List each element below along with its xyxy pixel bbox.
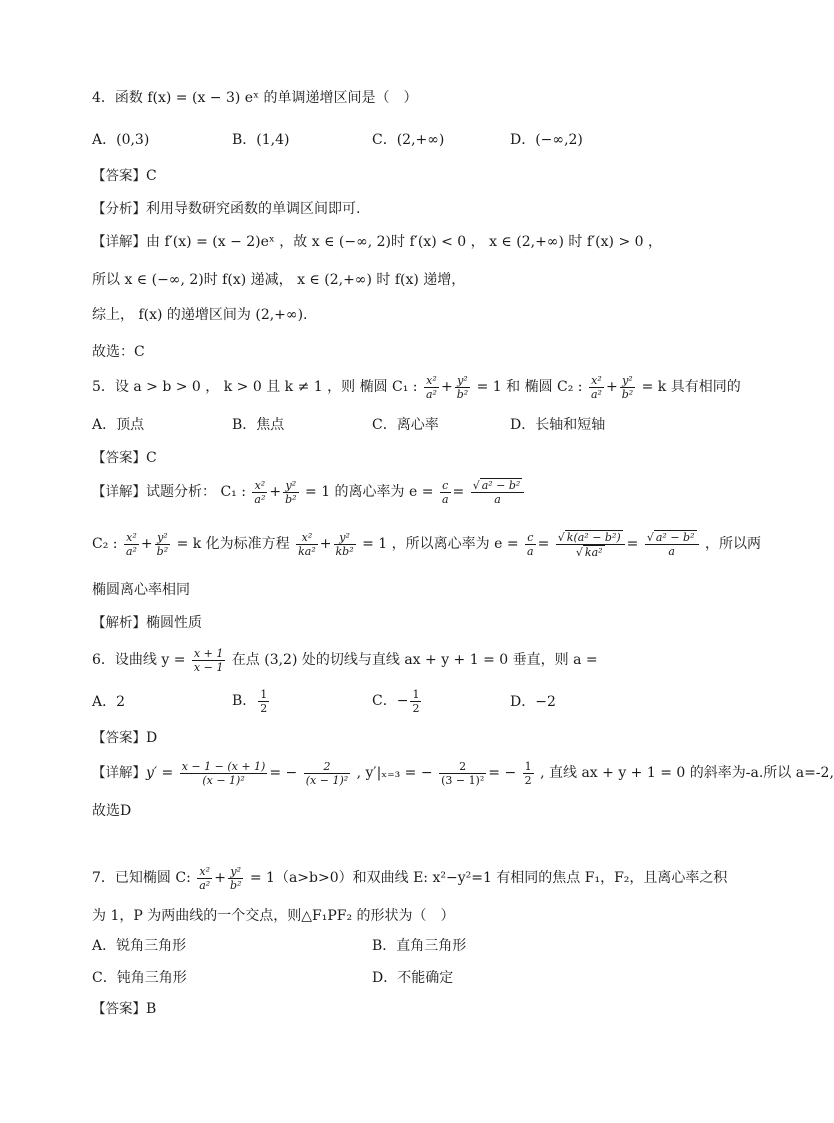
- fraction: $\frac{\text{x²}}{\text{ka²}}$: [298, 530, 316, 558]
- q5-analysis: [92, 613, 202, 633]
- q5-option-c: C．离心率: [372, 417, 439, 433]
- fraction: $\frac{\text{y²}}{\text{kb²}}$: [335, 530, 354, 558]
- q5-option-a: A．顶点: [92, 417, 145, 433]
- fraction: $\frac{\text{√ a² − b²}}{a}$: [471, 478, 525, 506]
- fraction: $\frac{\text{√ k(a² − b²)}}{\text{√ ka²}}$: [556, 530, 625, 559]
- q7-option-d: D．不能确定: [372, 970, 454, 986]
- fraction: $\frac{\text{√ a² − b²}}{a}$: [645, 530, 699, 558]
- q6-option-c-label: C．−: [372, 693, 409, 709]
- fraction: $\frac{\text{x²}}{\text{a²}}$: [254, 478, 266, 506]
- q5-detail-2a: C₂ :: [92, 536, 118, 552]
- q5-detail-1: 【详解】试题分析： C₁ : $\frac{\text{x²}}{\text{a²}}$ + $\frac{\text{y²}}{\text{b²}}$ = 1 的离心率为 e = $\frac{c}{a}$ = $\frac{\text{√ a² − b²}}{a}$: [92, 476, 526, 508]
- q5-stem-b: = 1 和 椭圆 C₂ :: [476, 379, 583, 395]
- fraction: $\frac{\text{y²}}{\text{b²}}$: [285, 478, 297, 506]
- q5-detail-2b: = k 化为标准方程: [176, 536, 290, 552]
- q6-detail-b: , y′|ₓ₌₃ = −: [356, 765, 433, 781]
- analysis-tag: 【解析】: [92, 615, 146, 631]
- q5-detail-2: C₂ : $\frac{\text{x²}}{\text{a²}}$ + $\frac{\text{y²}}{\text{b²}}$ = k 化为标准方程 $\frac{\text{x²}}{\text{ka²}}$ + $\frac{\text{y²}}{\text{kb²}}$ = 1 ，所以离心率为 e = $\frac{c}{a}$ = $\frac{\text{√ k(a² − b²)}}{\text{√ ka²}}$ = $\frac{\text{√ a² − b²}}{a}$ ，所以两: [92, 530, 761, 559]
- answer-tag: 【答案】: [92, 168, 146, 184]
- q7-stem-1a: 7．已知椭圆 C:: [92, 870, 191, 886]
- analysis-text: 利用导数研究函数的单调区间即可.: [146, 201, 361, 217]
- q7-option-a: A．锐角三角形: [92, 938, 187, 954]
- q6-stem-a: 6．设曲线 y =: [92, 652, 186, 668]
- q7-stem-2: 为 1，P 为两曲线的一个交点，则△F₁PF₂ 的形状为（ ）: [92, 908, 455, 924]
- q5-option-b: B．焦点: [232, 417, 285, 433]
- fraction: $\frac{c}{a}$: [527, 530, 534, 558]
- fraction: $\frac{\text{x²}}{\text{a²}}$: [425, 373, 437, 401]
- q6-conclusion: 故选D: [92, 803, 132, 819]
- answer-tag: 【答案】: [92, 1001, 146, 1017]
- q4-option-c: C．(2,+∞): [372, 132, 445, 148]
- q4-option-b: B．(1,4): [232, 132, 290, 148]
- q6-option-a: A．2: [92, 694, 126, 710]
- q6-stem: [92, 644, 598, 676]
- answer-tag: 【答案】: [92, 450, 146, 466]
- q6-option-d: D．−2: [510, 694, 556, 710]
- fraction: $\frac{x - 1 - (x + 1)}{\text{(x − 1)²}}$: [181, 759, 266, 787]
- q7-stem-1: 7．已知椭圆 C: $\frac{\text{x²}}{\text{a²}}$ + $\frac{\text{y²}}{\text{b²}}$ = 1（a>b>0）和双曲线 E: x²−y²=1 有相同的焦点 F₁，F₂，且离心率之积: [92, 864, 728, 892]
- fraction: $\frac{\text{x²}}{\text{a²}}$: [199, 864, 211, 892]
- answer-value: D: [146, 730, 158, 746]
- q5-answer: [92, 448, 157, 468]
- fraction: $\frac{x + 1}{x - 1}$: [193, 646, 224, 674]
- q6-option-b: [232, 686, 271, 716]
- fraction: $\frac{\text{y²}}{\text{b²}}$: [456, 373, 469, 401]
- q7-answer: [92, 999, 156, 1019]
- q5-stem: 5．设 a > b > 0 ， k > 0 且 k ≠ 1 ，则 椭圆 C₁ : $\frac{\text{x²}}{\text{a²}}$ + $\frac{\text{y²}}{\text{b²}}$ = 1 和 椭圆 C₂ : $\frac{\text{x²}}{\text{a²}}$ + $\frac{\text{y²}}{\text{b²}}$ = k 具有相同的: [92, 373, 741, 401]
- q7-option-c: C．钝角三角形: [92, 970, 187, 986]
- q6-option-b-label: B．: [232, 693, 257, 709]
- q6-option-c: [372, 686, 423, 716]
- q6-detail-a: y′ =: [146, 765, 174, 781]
- q4-detail-2: 所以 x ∈ (−∞, 2)时 f(x) 递减， x ∈ (2,+∞) 时 f(x) 递增，: [92, 272, 466, 288]
- detail-tag: 【详解】: [92, 234, 146, 250]
- fraction: $\frac{\text{y²}}{\text{b²}}$: [156, 530, 169, 558]
- fraction: $\frac{2}{\text{(3 − 1)²}}$: [441, 759, 485, 787]
- q5-detail-2d: ，所以两: [704, 536, 761, 552]
- answer-tag: 【答案】: [92, 730, 146, 746]
- q6-detail-c: , 直线 ax + y + 1 = 0 的斜率为-a.所以 a=-2,: [540, 765, 834, 781]
- q6-answer: [92, 728, 157, 748]
- fraction: $\frac{1}{2}$: [412, 687, 420, 715]
- detail-tag: 【详解】: [92, 484, 146, 500]
- fraction: $\frac{\text{x²}}{\text{a²}}$: [125, 530, 137, 558]
- q5-detail-2c: = 1 ，所以离心率为 e =: [362, 536, 519, 552]
- q7-option-b: B．直角三角形: [372, 938, 467, 954]
- fraction: $\frac{1}{2}$: [260, 687, 268, 715]
- analysis-text: 椭圆性质: [146, 615, 202, 631]
- answer-value: C: [146, 450, 157, 466]
- q5-detail-3: 椭圆离心率相同: [92, 582, 190, 598]
- fraction: $\frac{2}{\text{(x − 1)²}}$: [305, 759, 349, 787]
- fraction: $\frac{c}{a}$: [441, 478, 449, 506]
- analysis-tag: 【分析】: [92, 201, 146, 217]
- q5-stem-c: = k 具有相同的: [641, 379, 741, 395]
- q4-detail-3: 综上， f(x) 的递增区间为 (2,+∞).: [92, 307, 308, 323]
- q5-option-d: D．长轴和短轴: [510, 417, 606, 433]
- q4-stem: 4．函数 f(x) = (x − 3) eˣ 的单调递增区间是（ ）: [92, 90, 418, 106]
- q5-detail-1a: 试题分析： C₁ :: [146, 484, 246, 500]
- q7-stem-1b: = 1（a>b>0）和双曲线 E: x²−y²=1 有相同的焦点 F₁，F₂，且离心率之积: [249, 870, 728, 886]
- q5-detail-1b: = 1 的离心率为 e =: [305, 484, 434, 500]
- q5-stem-a: 5．设 a > b > 0 ， k > 0 且 k ≠ 1 ，则 椭圆 C₁ :: [92, 379, 418, 395]
- q4-conclusion: 故选：C: [92, 344, 145, 360]
- detail-text: 由 f′(x) = (x − 2)eˣ ，故 x ∈ (−∞, 2)时 f′(x) < 0 ， x ∈ (2,+∞) 时 f′(x) > 0 ，: [146, 234, 662, 250]
- answer-value: C: [146, 168, 157, 184]
- fraction: $\frac{\text{y²}}{\text{b²}}$: [229, 864, 242, 892]
- fraction: $\frac{1}{2}$: [524, 759, 532, 787]
- q6-detail: 【详解】y′ = $\frac{x - 1 - (x + 1)}{\text{(x − 1)²}}$ = − $\frac{2}{\text{(x − 1)²}}$ , y′|ₓ₌₃ = − $\frac{2}{\text{(3 − 1)²}}$ = − $\frac{1}{2}$ , 直线 ax + y + 1 = 0 的斜率为-a.所以 a=-2,: [92, 759, 834, 787]
- fraction: $\frac{\text{x²}}{\text{a²}}$: [590, 373, 602, 401]
- q4-analysis: [92, 199, 360, 219]
- detail-tag: 【详解】: [92, 765, 146, 781]
- q4-option-a: A．(0,3): [92, 132, 150, 148]
- q4-option-d: D．(−∞,2): [510, 132, 583, 148]
- fraction: $\frac{\text{y²}}{\text{b²}}$: [621, 373, 634, 401]
- q4-answer: [92, 166, 157, 186]
- q4-detail-1: [92, 232, 662, 252]
- answer-value: B: [146, 1001, 157, 1017]
- q6-stem-b: 在点 (3,2) 处的切线与直线 ax + y + 1 = 0 垂直，则 a =: [231, 652, 598, 668]
